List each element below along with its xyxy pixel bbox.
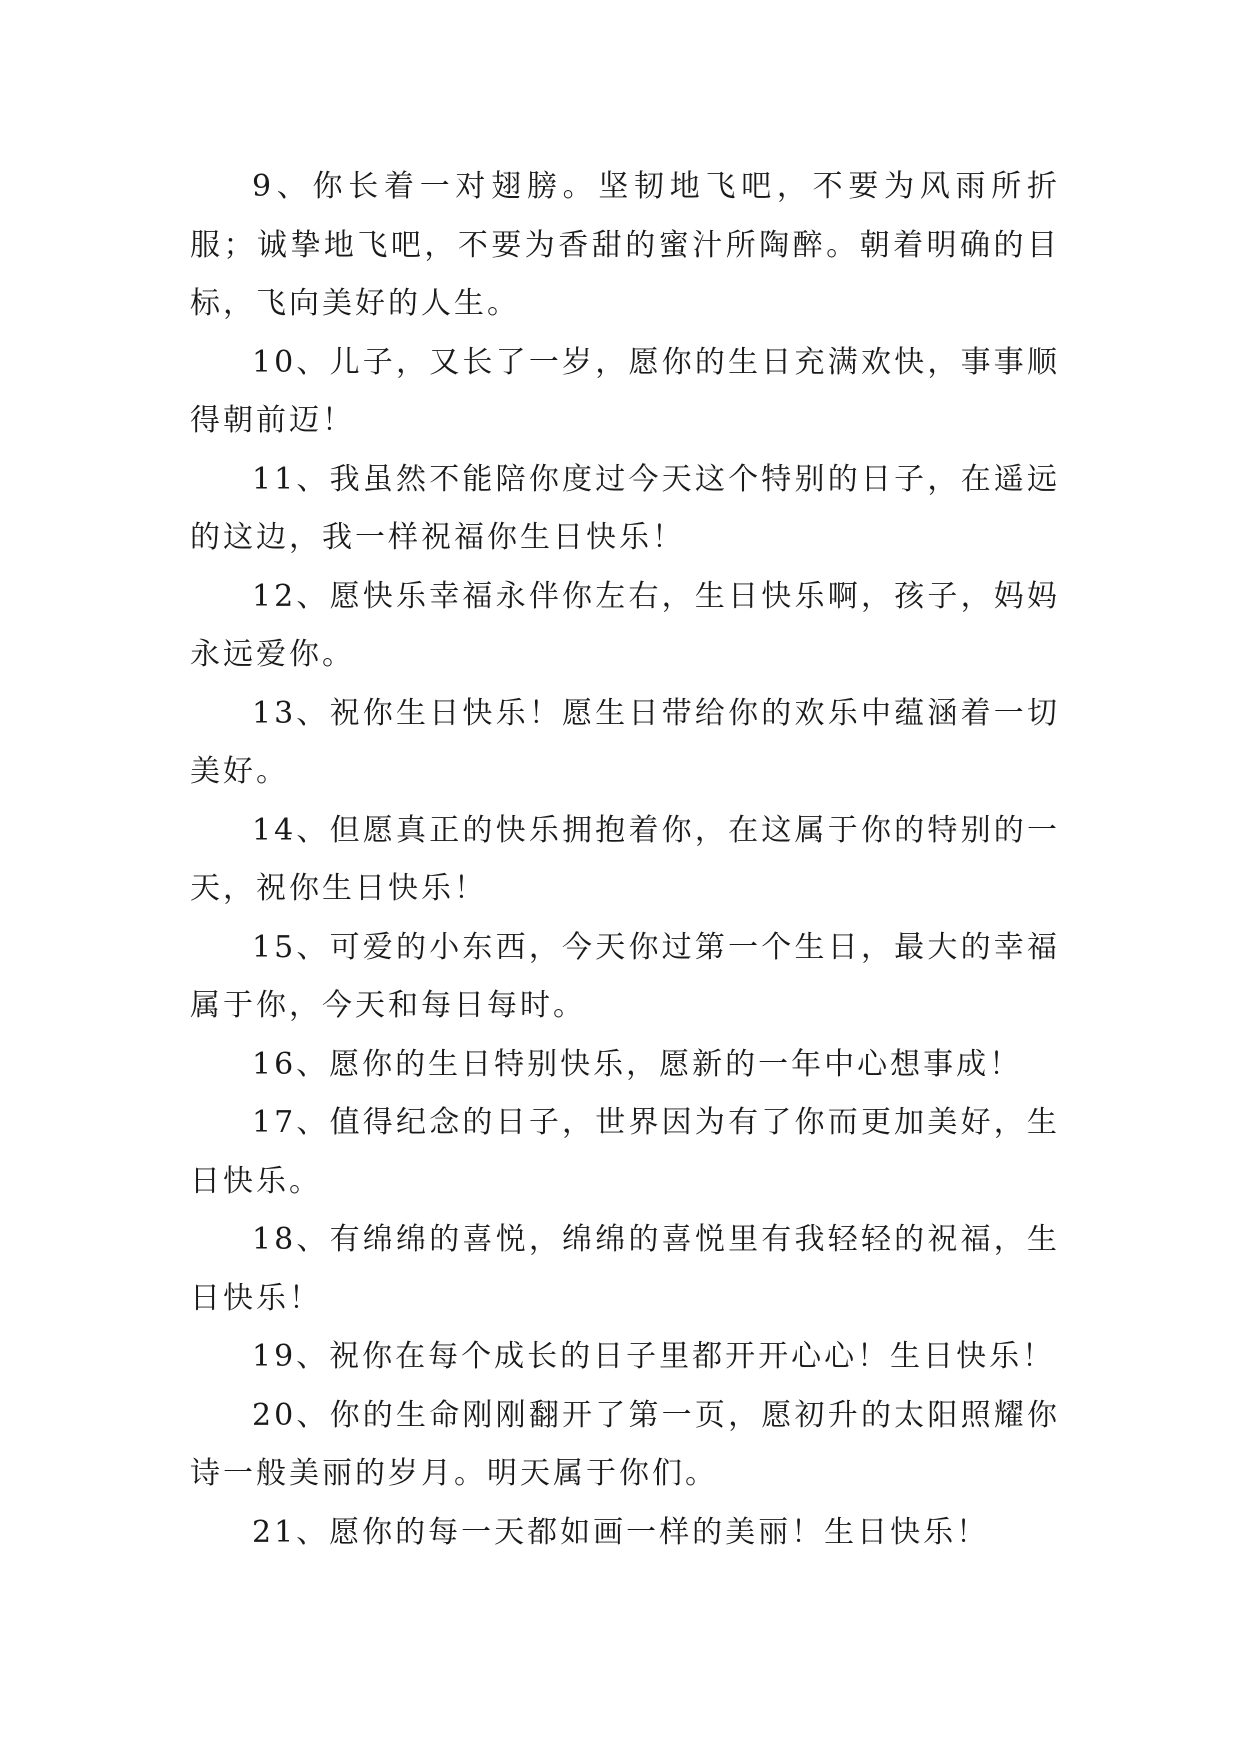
paragraph-9: 9、你长着一对翅膀。坚韧地飞吧，不要为风雨所折服；诚挚地飞吧，不要为香甜的蜜汁所陶醉。朝着明确的目标，飞向美好的人生。 bbox=[190, 169, 1060, 321]
paragraph-16: 16、愿你的生日特别快乐，愿新的一年中心想事成！ bbox=[252, 1046, 1023, 1082]
paragraph-14: 14、但愿真正的快乐拥抱着你，在这属于你的特别的一天，祝你生日快乐！ bbox=[190, 812, 1060, 906]
paragraph-13: 13、祝你生日快乐！愿生日带给你的欢乐中蕴涵着一切美好。 bbox=[190, 695, 1060, 789]
document-body bbox=[190, 158, 1060, 1562]
paragraph-20: 20、你的生命刚刚翻开了第一页，愿初升的太阳照耀你诗一般美丽的岁月。明天属于你们。 bbox=[190, 1397, 1060, 1491]
paragraph-11: 11、我虽然不能陪你度过今天这个特别的日子，在遥远的这边，我一样祝福你生日快乐！ bbox=[190, 461, 1060, 555]
paragraph-19: 19、祝你在每个成长的日子里都开开心心！生日快乐！ bbox=[252, 1339, 1056, 1374]
paragraph-17: 17、值得纪念的日子，世界因为有了你而更加美好，生日快乐。 bbox=[190, 1105, 1060, 1199]
paragraph-12: 12、愿快乐幸福永伴你左右，生日快乐啊，孩子，妈妈永远爱你。 bbox=[190, 578, 1060, 672]
paragraph-21: 21、愿你的每一天都如画一样的美丽！生日快乐！ bbox=[252, 1514, 990, 1550]
paragraph-10: 10、儿子，又长了一岁，愿你的生日充满欢快，事事顺得朝前迈！ bbox=[190, 344, 1060, 438]
paragraph-18: 18、有绵绵的喜悦，绵绵的喜悦里有我轻轻的祝福，生日快乐！ bbox=[190, 1222, 1060, 1316]
paragraph-15: 15、可爱的小东西，今天你过第一个生日，最大的幸福属于你，今天和每日每时。 bbox=[190, 929, 1060, 1023]
